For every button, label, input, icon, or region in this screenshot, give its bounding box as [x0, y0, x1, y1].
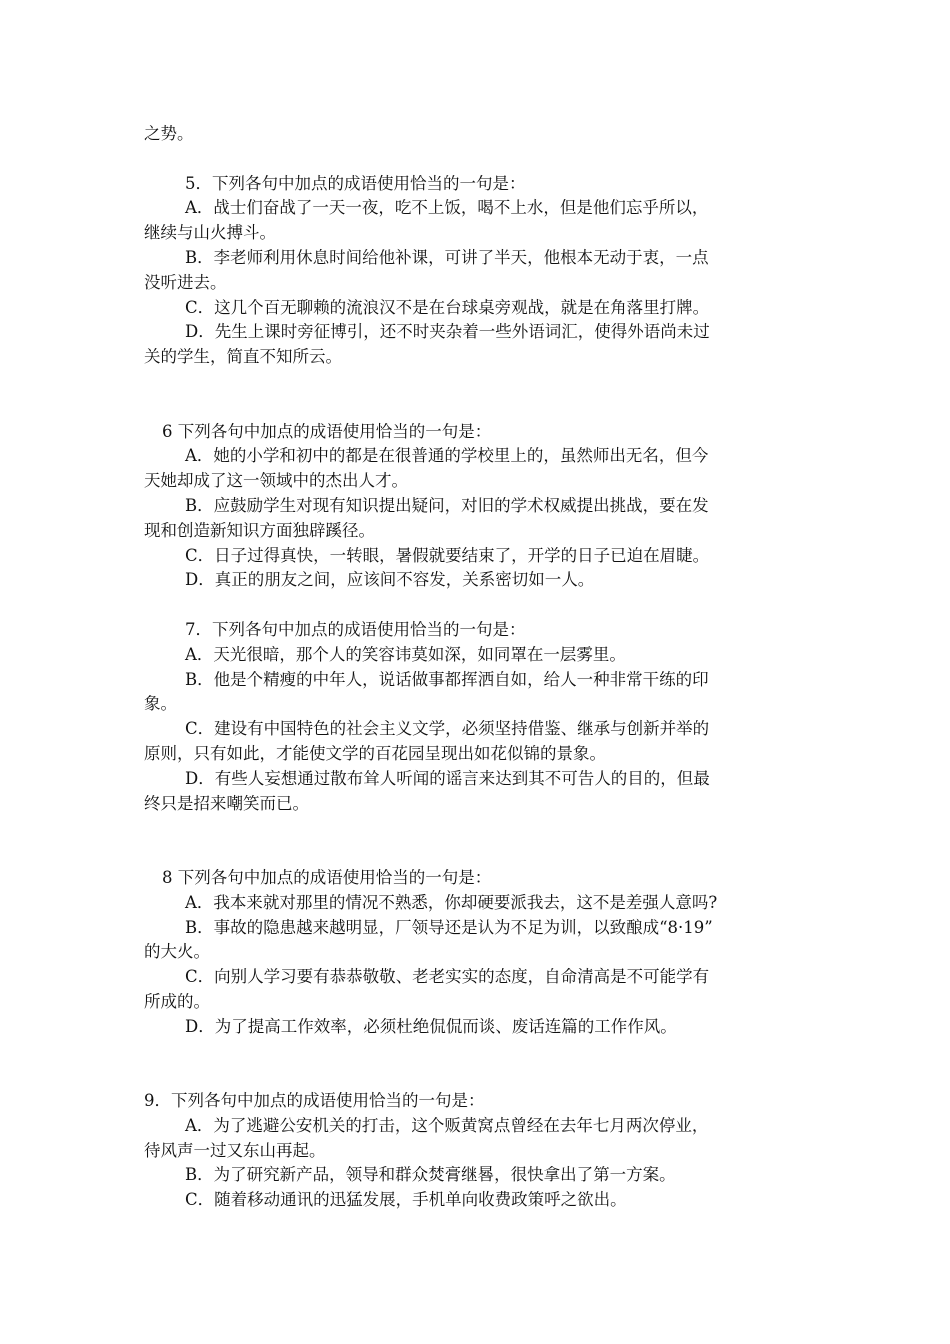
text-line: 的大火。	[144, 942, 210, 962]
text-line: 原则，只有如此，才能使文学的百花园呈现出如花似锦的景象。	[144, 743, 606, 763]
blank-line	[144, 395, 810, 420]
text-line: 终只是招来嘲笑而已。	[144, 793, 309, 813]
document-page	[144, 122, 810, 1213]
blank-line	[144, 841, 810, 866]
question-line: 9．下列各句中加点的成语使用恰当的一句是：	[144, 1091, 485, 1111]
text-line: 所成的。	[144, 991, 210, 1011]
blank-line	[144, 370, 810, 395]
text-line: 现和创造新知识方面独辟蹊径。	[144, 520, 375, 540]
option-line: A．她的小学和初中的都是在很普通的学校里上的，虽然师出无名，但今	[185, 446, 709, 466]
text-line: 关的学生，简直不知所云。	[144, 347, 342, 367]
option-line: D．为了提高工作效率，必须杜绝侃侃而谈、废话连篇的工作作风。	[185, 1016, 677, 1036]
text-line: 待风声一过又东山再起。	[144, 1140, 326, 1160]
option-line: A．天光很暗，那个人的笑容讳莫如深，如同罩在一层雾里。	[185, 644, 626, 664]
option-line: C．这几个百无聊赖的流浪汉不是在台球桌旁观战，就是在角落里打牌。	[185, 297, 710, 317]
option-line: A．为了逃避公安机关的打击，这个贩黄窝点曾经在去年七月两次停业，	[185, 1115, 709, 1135]
option-line: C．日子过得真快，一转眼，暑假就要结束了，开学的日子已迫在眉睫。	[185, 545, 710, 565]
text-line: 继续与山火搏斗。	[144, 223, 276, 243]
option-line: A．我本来就对那里的情况不熟悉，你却硬要派我去，这不是差强人意吗?	[185, 892, 718, 912]
option-line: B．事故的隐患越来越明显，厂领导还是认为不足为训，以致酿成“8·19”	[185, 917, 713, 937]
blank-line	[144, 1039, 810, 1064]
option-line: C．随着移动通讯的迅猛发展，手机单向收费政策呼之欲出。	[185, 1190, 627, 1210]
question-line: 7．下列各句中加点的成语使用恰当的一句是：	[185, 619, 526, 639]
question-line: 5．下列各句中加点的成语使用恰当的一句是：	[185, 173, 526, 193]
option-line: C．向别人学习要有恭恭敬敬、老老实实的态度，自命清高是不可能学有	[185, 967, 710, 987]
text-line: 没听进去。	[144, 272, 227, 292]
question-line: 8 下列各句中加点的成语使用恰当的一句是：	[162, 867, 492, 887]
blank-line	[144, 816, 810, 841]
text-line: 象。	[144, 694, 177, 714]
blank-line	[144, 593, 810, 618]
option-line: D．真正的朋友之间，应该间不容发，关系密切如一人。	[185, 570, 595, 590]
option-line: B．为了研究新产品，领导和群众焚膏继晷，很快拿出了第一方案。	[185, 1165, 676, 1185]
blank-line	[144, 147, 810, 172]
option-line: B．他是个精瘦的中年人，说话做事都挥洒自如，给人一种非常干练的印	[185, 669, 709, 689]
question-line: 6 下列各句中加点的成语使用恰当的一句是：	[162, 421, 492, 441]
text-line: 天她却成了这一领域中的杰出人才。	[144, 471, 408, 491]
option-line: B．应鼓励学生对现有知识提出疑问，对旧的学术权威提出挑战，要在发	[185, 495, 709, 515]
option-line: C．建设有中国特色的社会主义文学，必须坚持借鉴、继承与创新并举的	[185, 719, 710, 739]
option-line: A．战士们奋战了一天一夜，吃不上饭，喝不上水，但是他们忘乎所以，	[185, 198, 709, 218]
text-line: 之势。	[144, 124, 194, 143]
option-line: D．有些人妄想通过散布耸人听闻的谣言来达到其不可告人的目的，但最	[185, 768, 710, 788]
option-line: B．李老师利用休息时间给他补课，可讲了半天，他根本无动于衷，一点	[185, 247, 709, 267]
blank-line	[144, 1064, 810, 1089]
option-line: D．先生上课时旁征博引，还不时夹杂着一些外语词汇，使得外语尚未过	[185, 322, 710, 342]
